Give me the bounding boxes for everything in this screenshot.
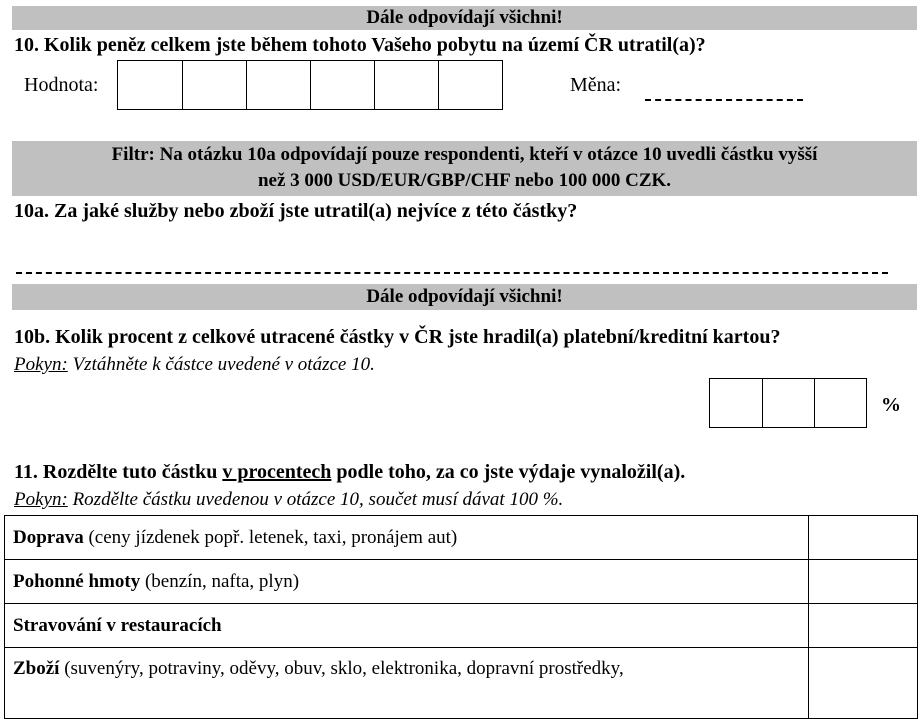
q10b-instruction — [14, 354, 375, 376]
category-label: Zboží (suvenýry, potraviny, oděvy, obuv, sklo, elektronika, dopravní prostředky, — [5, 648, 809, 719]
digit-box[interactable] — [762, 379, 814, 427]
section-header — [12, 6, 917, 30]
percent-cell[interactable] — [809, 560, 918, 604]
section-header — [12, 284, 917, 310]
section-header-text: Dále odpovídají všichni! — [366, 7, 563, 28]
currency-answer-line[interactable] — [645, 99, 803, 101]
value-input-boxes[interactable] — [117, 60, 503, 110]
question-10a: 10a. Za jaké služby nebo zboží jste utratil(a) nejvíce z této částky? — [14, 200, 578, 222]
table-row — [5, 604, 918, 648]
question-10: 10. Kolik peněz celkem jste během tohoto Vašeho pobytu na území ČR utratil(a)? — [14, 34, 706, 56]
digit-box[interactable] — [814, 379, 866, 427]
digit-box[interactable] — [310, 61, 374, 109]
section-header-text: Dále odpovídají všichni! — [366, 286, 563, 307]
instruction-label: Pokyn: — [14, 489, 68, 510]
table-row — [5, 560, 918, 604]
percent-input-boxes[interactable] — [709, 378, 867, 428]
q11-instruction — [14, 489, 563, 511]
digit-box[interactable] — [710, 379, 762, 427]
question-10b: 10b. Kolik procent z celkové utracené částky v ČR jste hradil(a) platební/kreditní kartou? — [14, 326, 781, 348]
table-row — [5, 516, 918, 560]
allocation-table — [4, 515, 918, 719]
q11-text-before: 11. Rozdělte tuto částku — [14, 461, 223, 483]
currency-label: Měna: — [570, 74, 622, 96]
instruction-text: Rozdělte částku uvedenou v otázce 10, součet musí dávat 100 %. — [67, 489, 564, 510]
table-row — [5, 648, 918, 719]
digit-box[interactable] — [246, 61, 310, 109]
category-label: Doprava (ceny jízdenek popř. letenek, taxi, pronájem aut) — [5, 516, 809, 560]
value-label: Hodnota: — [24, 74, 99, 96]
percent-cell[interactable] — [809, 648, 918, 719]
instruction-text: Vztáhněte k částce uvedené v otázce 10. — [67, 354, 375, 375]
filter-line-2: než 3 000 USD/EUR/GBP/CHF nebo 100 000 CZK. — [257, 170, 672, 191]
category-label: Stravování v restauracích — [5, 604, 809, 648]
category-label: Pohonné hmoty (benzín, nafta, plyn) — [5, 560, 809, 604]
percent-unit: % — [881, 394, 901, 416]
q11-text-underlined: v procentech — [222, 461, 332, 483]
question-11 — [14, 461, 685, 484]
percent-cell[interactable] — [809, 516, 918, 560]
q11-text-after: podle toho, za co jste výdaje vynaložil(a). — [331, 461, 686, 483]
percent-cell[interactable] — [809, 604, 918, 648]
digit-box[interactable] — [438, 61, 502, 109]
digit-box[interactable] — [118, 61, 182, 109]
filter-line-1: Filtr: Na otázku 10a odpovídají pouze respondenti, kteří v otázce 10 uvedli částku vyšší — [111, 144, 818, 165]
digit-box[interactable] — [182, 61, 246, 109]
instruction-label: Pokyn: — [14, 354, 68, 375]
q10a-answer-line[interactable] — [16, 272, 888, 274]
digit-box[interactable] — [374, 61, 438, 109]
filter-note — [12, 141, 917, 196]
